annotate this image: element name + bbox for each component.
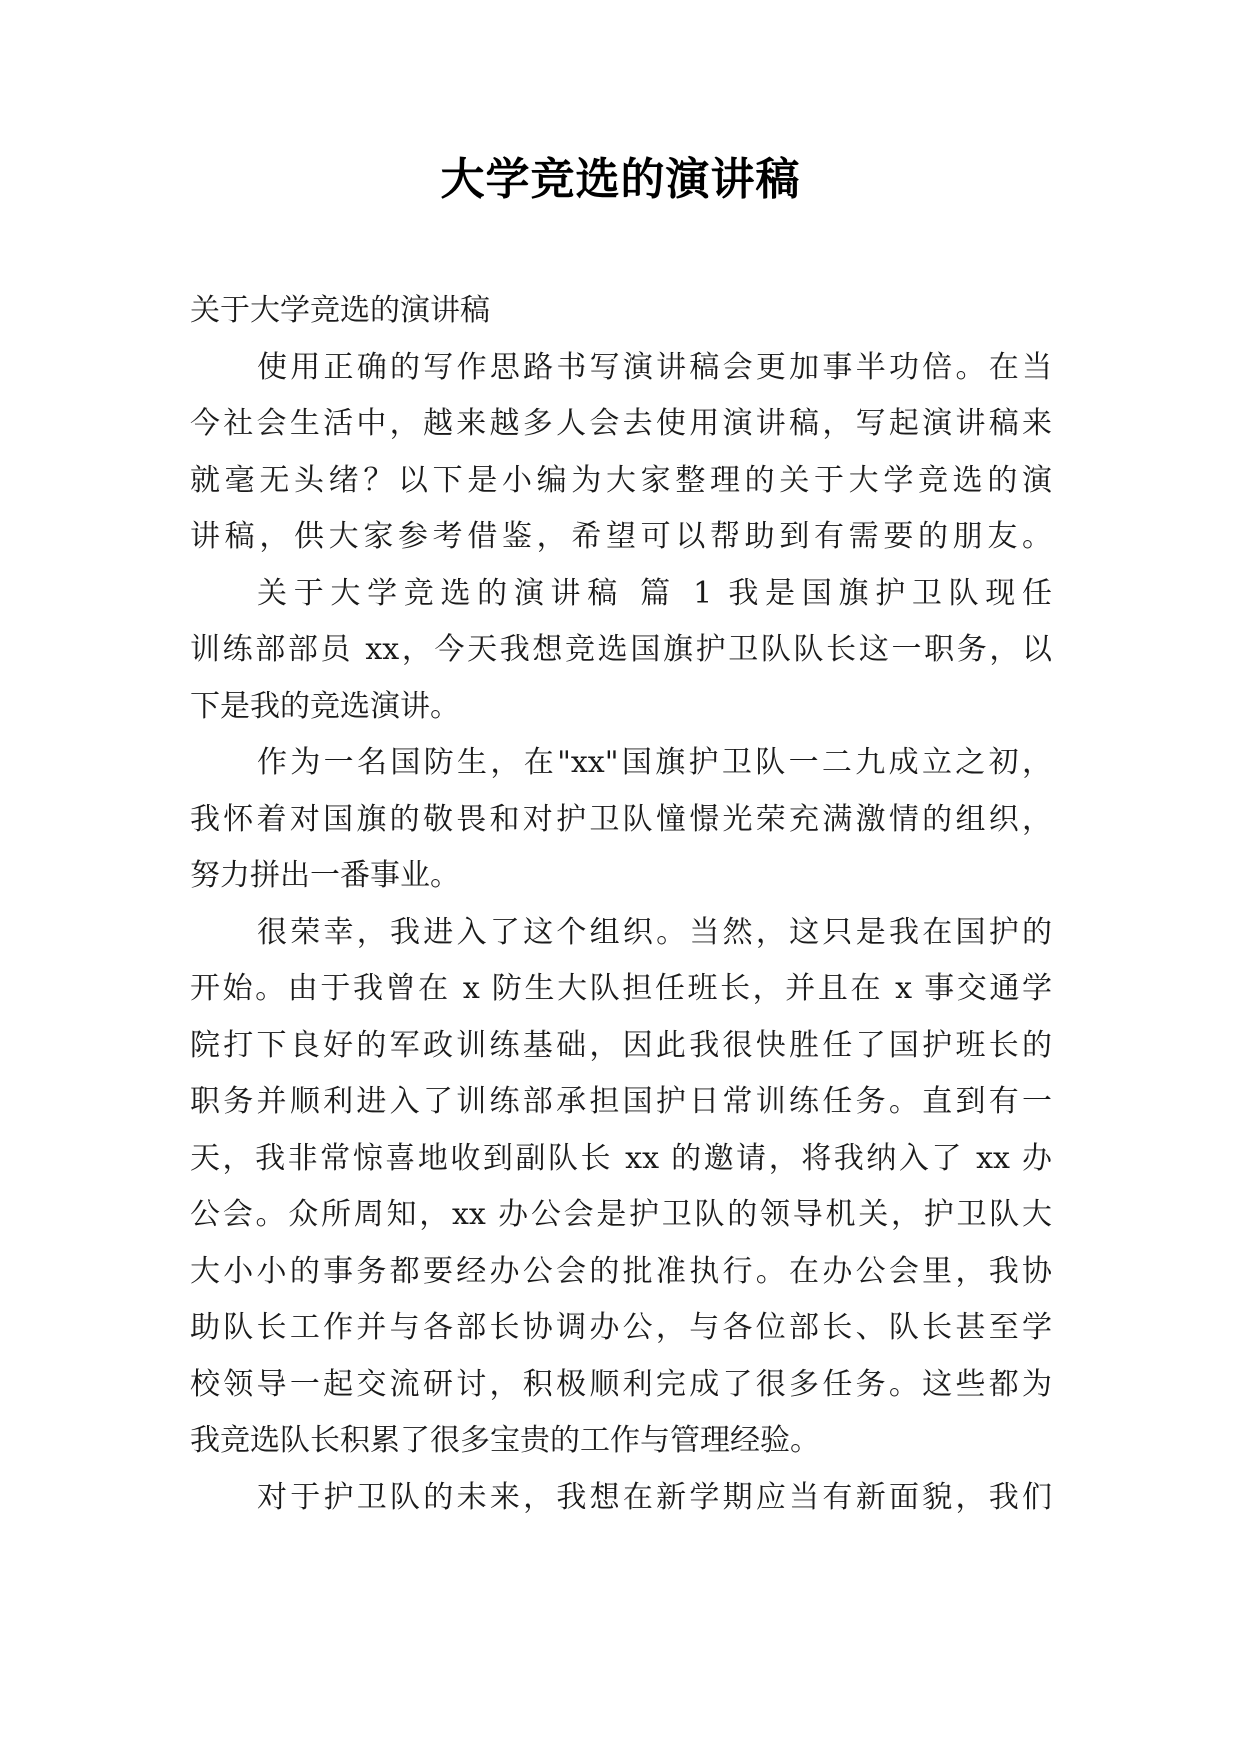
text-line: 公会。众所周知，xx 办公会是护卫队的领导机关，护卫队大 xyxy=(190,1197,1052,1232)
text-line: 很荣幸，我进入了这个组织。当然，这只是我在国护的 xyxy=(257,914,1052,950)
text-line: 助队长工作并与各部长协调办公，与各位部长、队长甚至学 xyxy=(190,1310,1052,1345)
text-line: 作为一名国防生，在"xx"国旗护卫队一二九成立之初， xyxy=(257,745,1052,780)
text-line: 讲稿，供大家参考借鉴，希望可以帮助到有需要的朋友。 xyxy=(190,519,1052,554)
document-subtitle: 关于大学竞选的演讲稿 xyxy=(190,293,490,328)
text-line: 努力拼出一番事业。 xyxy=(190,858,460,893)
text-line: 对于护卫队的未来，我想在新学期应当有新面貌，我们 xyxy=(257,1479,1052,1515)
text-line: 天，我非常惊喜地收到副队长 xx 的邀请，将我纳入了 xx 办 xyxy=(190,1140,1052,1176)
text-line: 校领导一起交流研讨，积极顺利完成了很多任务。这些都为 xyxy=(190,1366,1052,1402)
text-line: 大小小的事务都要经办公会的批准执行。在办公会里，我协 xyxy=(190,1253,1052,1289)
paragraph xyxy=(190,905,1052,1470)
text-line: 我怀着对国旗的敬畏和对护卫队憧憬光荣充满激情的组织， xyxy=(190,801,1052,837)
paragraph xyxy=(190,1470,1052,1527)
text-line: 院打下良好的军政训练基础，因此我很快胜任了国护班长的 xyxy=(190,1027,1052,1063)
text-line: 关于大学竞选的演讲稿 篇 1 我是国旗护卫队现任 xyxy=(257,575,1052,611)
text-line: 我竞选队长积累了很多宝贵的工作与管理经验。 xyxy=(190,1423,820,1458)
text-line: 职务并顺利进入了训练部承担国护日常训练任务。直到有一 xyxy=(190,1084,1052,1119)
paragraph xyxy=(190,735,1052,905)
paragraph xyxy=(190,566,1052,736)
paragraph xyxy=(190,340,1052,566)
text-line: 使用正确的写作思路书写演讲稿会更加事半功倍。在当 xyxy=(257,349,1052,385)
page-title: 大学竞选的演讲稿 xyxy=(440,154,801,205)
text-line: 就毫无头绪？以下是小编为大家整理的关于大学竞选的演 xyxy=(190,462,1052,498)
text-line: 开始。由于我曾在 x 防生大队担任班长，并且在 x 事交通学 xyxy=(190,971,1052,1006)
text-line: 今社会生活中，越来越多人会去使用演讲稿，写起演讲稿来 xyxy=(190,406,1052,441)
text-line: 训练部部员 xx，今天我想竞选国旗护卫队队长这一职务，以 xyxy=(190,632,1052,667)
document-body xyxy=(190,283,1052,1526)
text-line: 下是我的竞选演讲。 xyxy=(190,688,460,724)
